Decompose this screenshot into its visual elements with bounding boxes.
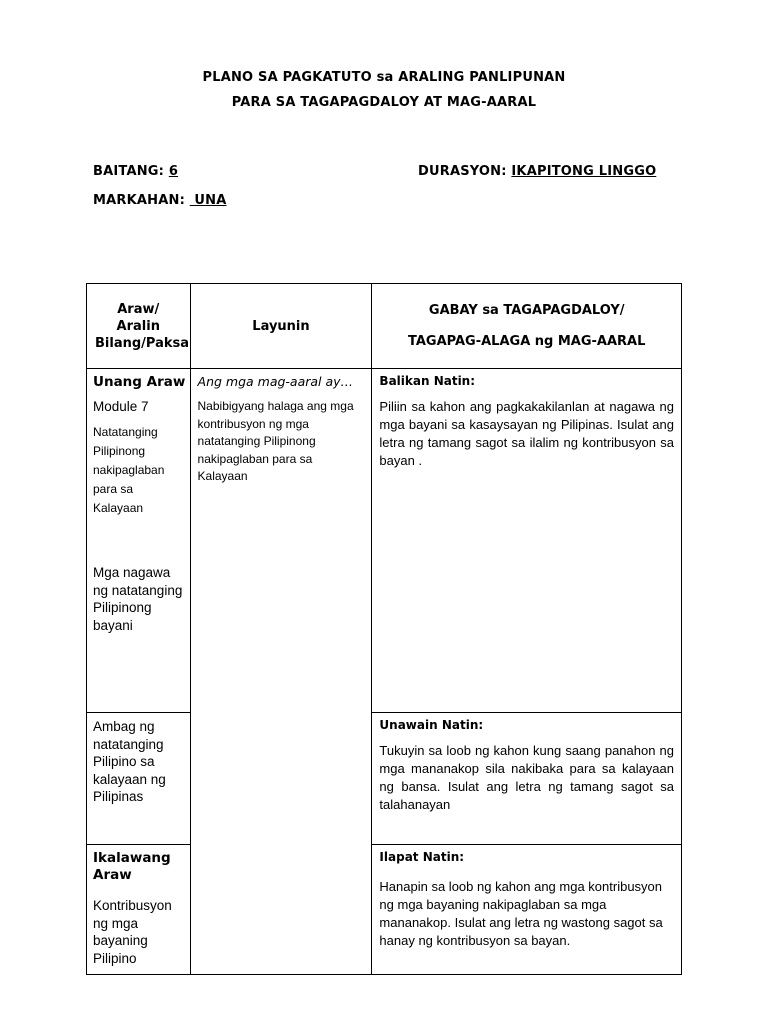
topic-ambag: Ambag ng natatanging Pilipino sa kalayaan ng Pilipinas [93,719,166,804]
table-row-ambag [87,713,682,845]
header-gabay-line1: GABAY sa TAGAPAGDALOY/ [428,303,625,318]
markahan-value: UNA [189,193,227,208]
header-araw-aralin: Araw/ Aralin Bilang/Paksa [87,284,191,369]
table-header-row [87,284,682,369]
lesson-plan-table [86,283,682,975]
durasyon-value: IKAPITONG LINGGO [511,164,657,179]
markahan-field [93,193,227,208]
day-title-unang-araw: Unang Araw [93,374,186,390]
objectives-text: Nabibigyang halaga ang mga kontribusyon ng mga natatanging Pilipinong nakipaglaban para sa Kalayaan [197,399,354,483]
unawain-natin-title: Unawain Natin: [379,718,484,732]
header-gabay [372,284,682,369]
document-title-line2: PARA SA TAGAPAGDALOY AT MAG-AARAL [231,95,537,110]
ilapat-natin-body: Hanapin sa loob ng kahon ang mga kontribusyon ng mga bayaning nakipaglaban sa mga mananakop. Isulat ang letra ng wastong sagot sa hanay ng kontribusyon sa bayan. [379,879,663,948]
table-row-ikalawang-araw [87,845,682,975]
header-gabay-line2: TAGAPAG-ALAGA ng MAG-AARAL [408,334,646,349]
unawain-natin-body: Tukuyin sa loob ng kahon kung saang panahon ng mga mananakop sila nakibaka para sa kalayaan ng bansa. Isulat ang letra ng tamang sagot sa talahanayan [379,743,674,812]
ilapat-natin-title: Ilapat Natin: [379,850,465,864]
topic-natatanging-pilipinong: Natatanging Pilipinong nakipaglaban para sa Kalayaan [93,425,165,515]
header-layunin: Layunin [190,284,372,369]
layunin-cell [190,369,372,975]
objectives-intro: Ang mga mag-aaral ay… [197,374,354,389]
topic-mga-nagawa: Mga nagawa ng natatanging Pilipinong bayani [93,565,183,633]
balikan-natin-body: Piliin sa kahon ang pagkakakilanlan at nagawa ng mga bayani sa kasaysayan ng Pilipinas. Isulat ang letra ng tamang sagot sa ilalim ng kontribusyon sa bayan . [379,399,674,468]
araw-cell-3 [87,845,191,975]
durasyon-field [418,164,656,179]
balikan-natin-title: Balikan Natin: [379,374,476,388]
baitang-field [93,164,178,179]
document-title-line1: PLANO SA PAGKATUTO sa ARALING PANLIPUNAN [202,70,566,85]
araw-cell-1 [87,369,191,713]
unawain-natin-cell [372,713,682,845]
topic-kontribusyon: Kontribusyon ng mga bayaning Pilipino [93,898,172,966]
balikan-natin-cell [372,369,682,713]
araw-cell-2 [87,713,191,845]
module-label: Module 7 [93,399,149,414]
table-row-unang-araw [87,369,682,713]
markahan-label: MARKAHAN: [93,193,190,208]
baitang-value: 6 [168,164,179,179]
ilapat-natin-cell [372,845,682,975]
durasyon-label: DURASYON: [418,164,512,179]
baitang-label: BAITANG: [93,164,169,179]
day-title-ikalawang-araw: Ikalawang Araw [93,850,171,883]
